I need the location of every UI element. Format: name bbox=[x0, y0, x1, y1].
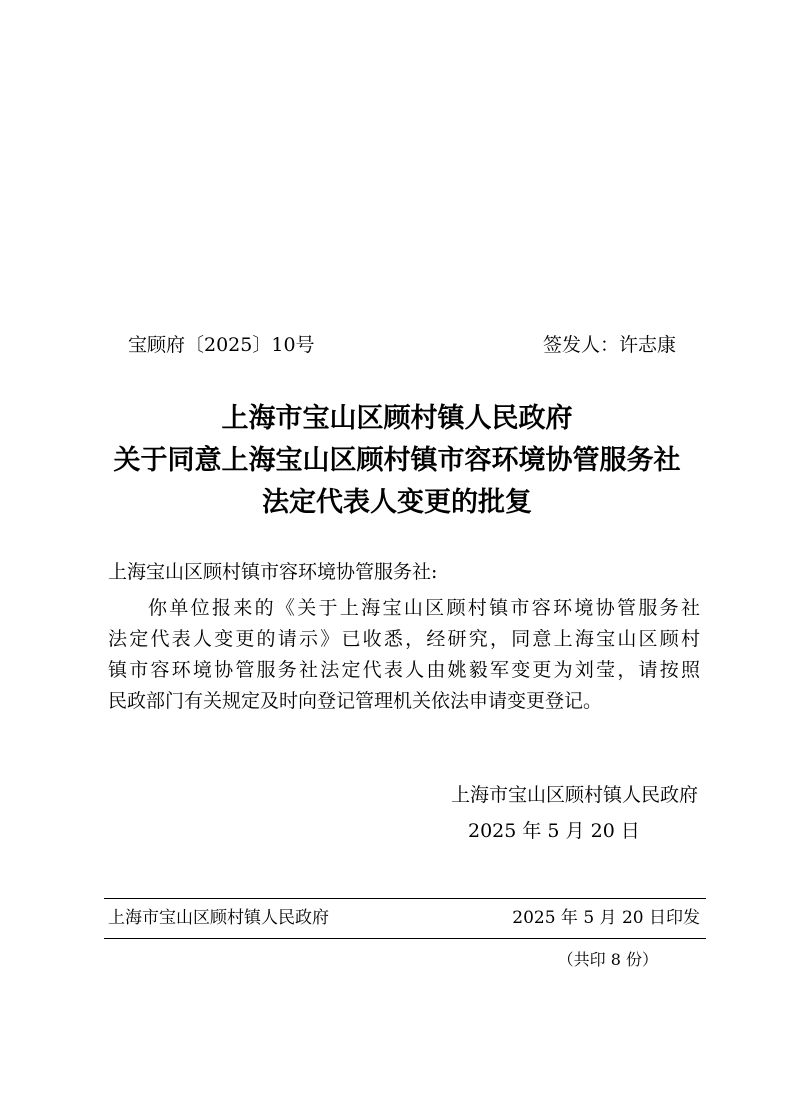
title-line-3: 法定代表人变更的批复 bbox=[262, 487, 532, 518]
title-line-1: 上海市宝山区顾村镇人民政府 bbox=[221, 403, 573, 434]
body-line-4: 民政部门有关规定及时向登记管理机关依法申请变更登记。 bbox=[108, 690, 603, 712]
body-paragraph bbox=[108, 593, 700, 717]
body-line-3: 镇市容环境协管服务社法定代表人由姚毅军变更为刘莹，请按照 bbox=[108, 659, 700, 681]
signature-date: 2025 年 5 月 20 日 bbox=[468, 820, 640, 842]
document-title bbox=[0, 398, 794, 524]
recipient-line: 上海宝山区顾村镇市容环境协管服务社: bbox=[108, 561, 438, 583]
document-number: 宝顾府〔2025〕10号 bbox=[128, 334, 315, 356]
footer-bottom-rule bbox=[104, 938, 706, 939]
body-line-2: 法定代表人变更的请示》已收悉，经研究，同意上海宝山区顾村 bbox=[108, 628, 700, 650]
issuer-signatory: 签发人：许志康 bbox=[542, 334, 676, 356]
signature-org: 上海市宝山区顾村镇人民政府 bbox=[450, 784, 698, 806]
body-line-1: 你单位报来的《关于上海宝山区顾村镇市容环境协管服务社 bbox=[148, 597, 700, 619]
footer-issuer: 上海市宝山区顾村镇人民政府 bbox=[108, 908, 329, 928]
footer-top-rule bbox=[104, 898, 706, 899]
copies-count: （共印 8 份） bbox=[557, 950, 658, 969]
title-line-2: 关于同意上海宝山区顾村镇市容环境协管服务社 bbox=[113, 445, 681, 476]
footer-print-date: 2025 年 5 月 20 日印发 bbox=[512, 908, 700, 928]
